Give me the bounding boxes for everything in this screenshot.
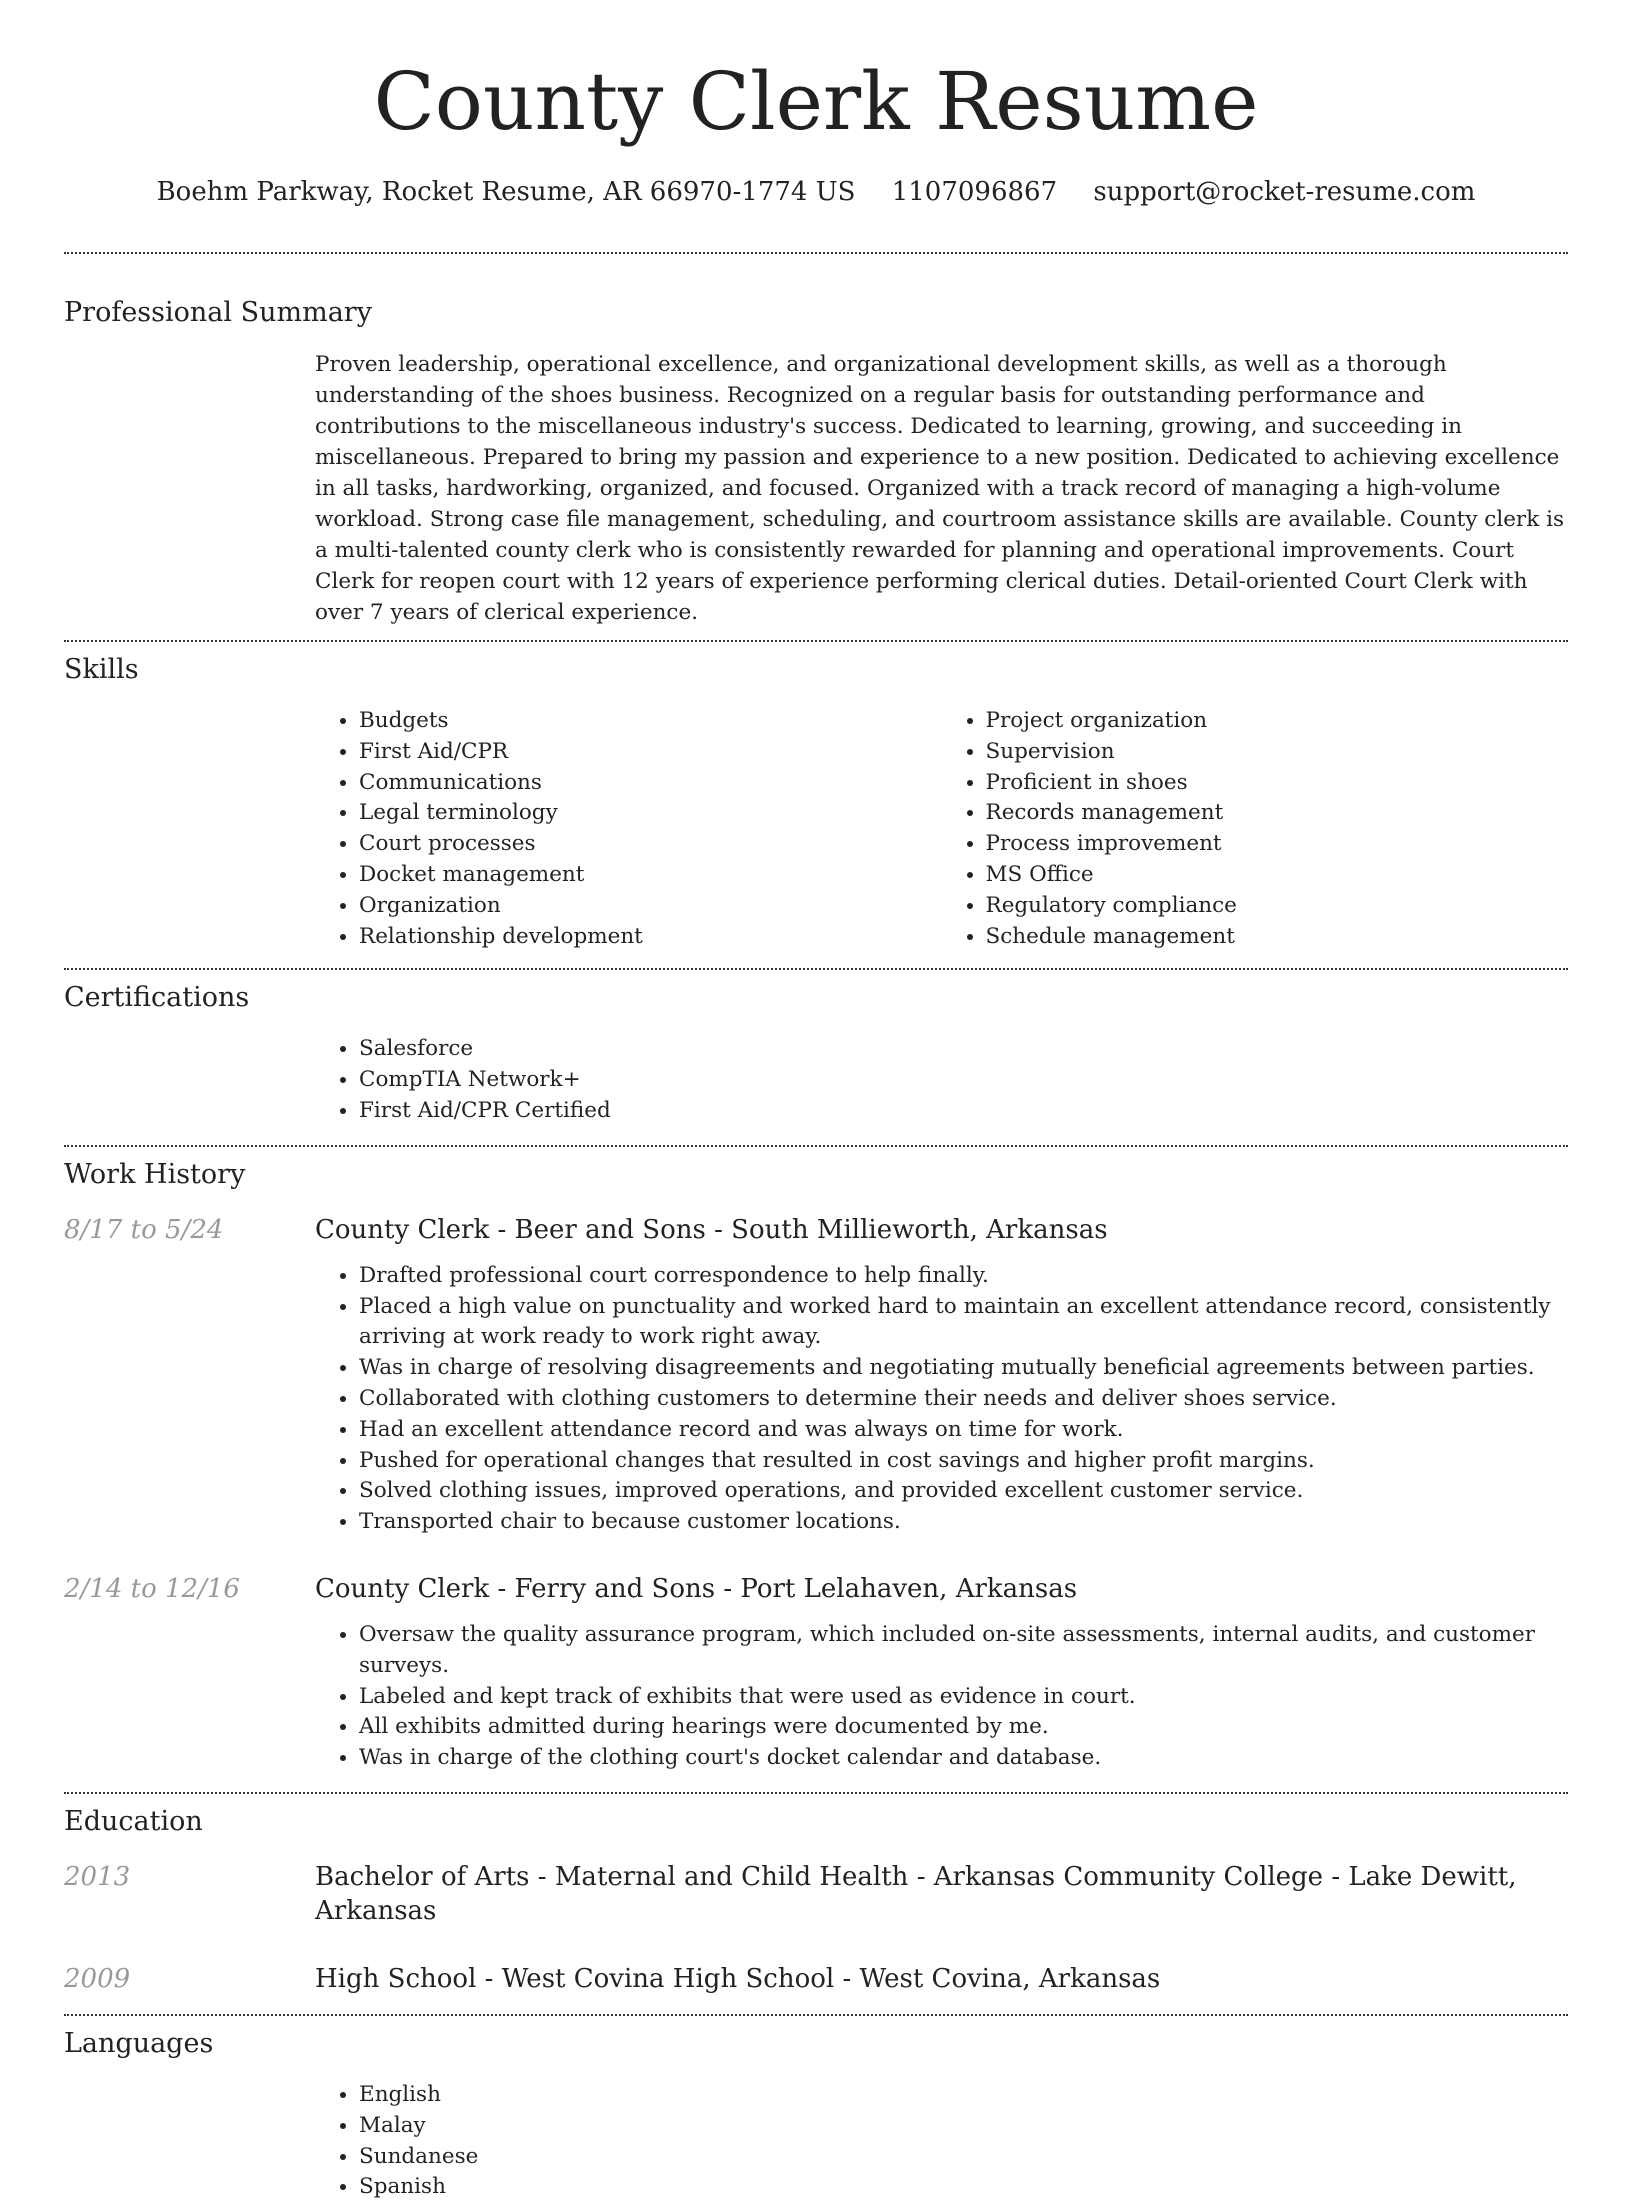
work-section	[64, 1157, 1568, 1774]
skill-item: • Process improvement	[986, 829, 1569, 860]
skills-grid	[315, 706, 1568, 952]
certifications-list	[315, 1034, 1568, 1126]
resume-page	[64, 0, 1568, 2203]
education-year: 2009	[64, 1963, 131, 1994]
languages-list	[315, 2080, 1568, 2203]
education-details: Bachelor of Arts - Maternal and Child Health - Arkansas Community College - Lake Dewitt, Arkansas	[315, 1861, 1517, 1926]
languages-section	[64, 2026, 1568, 2203]
contact-email: support@rocket-resume.com	[1093, 177, 1476, 207]
job-separator: -	[715, 1573, 741, 1604]
job-details	[315, 1213, 1568, 1538]
skill-item: • Proficient in shoes	[986, 768, 1569, 799]
certification-item: • Salesforce	[359, 1034, 1568, 1065]
education-details: High School - West Covina High School - West Covina, Arkansas	[315, 1963, 1161, 1994]
language-item: • English	[359, 2080, 1568, 2111]
job-entry	[64, 1572, 1568, 1774]
skill-item: • First Aid/CPR	[359, 737, 942, 768]
contact-phone: 1107096867	[891, 177, 1058, 207]
certification-item: • CompTIA Network+	[359, 1065, 1568, 1096]
divider	[64, 252, 1568, 254]
job-location: South Millieworth, Arkansas	[731, 1214, 1108, 1245]
resume-title: County Clerk Resume	[373, 55, 1259, 148]
job-separator: -	[489, 1214, 515, 1245]
job-bullet: • Had an excellent attendance record and was always on time for work.	[359, 1415, 1568, 1446]
divider	[64, 968, 1568, 970]
skill-item: • Project organization	[986, 706, 1569, 737]
job-bullet: • Was in charge of the clothing court's docket calendar and database.	[359, 1743, 1568, 1774]
job-bullet: • Pushed for operational changes that resulted in cost savings and higher profit margins.	[359, 1446, 1568, 1477]
job-bullet: • Transported chair to because customer locations.	[359, 1507, 1568, 1538]
job-location: Port Lelahaven, Arkansas	[740, 1573, 1078, 1604]
skill-item: • Supervision	[986, 737, 1569, 768]
divider	[64, 640, 1568, 642]
summary-section	[64, 295, 1568, 628]
certifications-heading: Certifications	[64, 982, 250, 1014]
skill-item: • Relationship development	[359, 922, 942, 953]
divider	[64, 1145, 1568, 1147]
job-entry	[64, 1213, 1568, 1538]
certifications-body	[315, 1034, 1568, 1126]
job-company: Beer and Sons	[514, 1214, 706, 1245]
divider	[64, 1792, 1568, 1794]
job-bullet: • Oversaw the quality assurance program, which included on-site assessments, internal audits, and customer surveys.	[359, 1620, 1568, 1682]
job-separator: -	[489, 1573, 515, 1604]
job-bullet: • Drafted professional court correspondence to help finally.	[359, 1261, 1568, 1292]
skill-item: • Communications	[359, 768, 942, 799]
job-heading	[315, 1213, 1568, 1247]
skill-item: • Legal terminology	[359, 798, 942, 829]
contact-address: Boehm Parkway, Rocket Resume, AR 66970-1774 US	[156, 177, 856, 207]
job-details	[315, 1572, 1568, 1774]
job-title: County Clerk	[315, 1573, 490, 1604]
job-bullet: • Collaborated with clothing customers to determine their needs and deliver shoes service.	[359, 1384, 1568, 1415]
education-entry	[64, 1860, 1568, 1928]
languages-heading: Languages	[64, 2027, 214, 2059]
work-heading: Work History	[64, 1158, 246, 1190]
languages-body	[315, 2080, 1568, 2203]
skill-item: • Records management	[986, 798, 1569, 829]
skill-item: • MS Office	[986, 860, 1569, 891]
job-bullet: • All exhibits admitted during hearings were documented by me.	[359, 1712, 1568, 1743]
language-item: • Spanish	[359, 2172, 1568, 2203]
skill-item: • Regulatory compliance	[986, 891, 1569, 922]
skill-item: • Budgets	[359, 706, 942, 737]
job-bullet: • Placed a high value on punctuality and worked hard to maintain an excellent attendance record, consistently arriving at work ready to work right away.	[359, 1292, 1568, 1354]
job-bullet: • Labeled and kept track of exhibits that were used as evidence in court.	[359, 1682, 1568, 1713]
skills-list-right	[942, 706, 1569, 952]
skill-item: • Court processes	[359, 829, 942, 860]
skill-item: • Organization	[359, 891, 942, 922]
summary-heading: Professional Summary	[64, 297, 372, 328]
job-bullets	[315, 1261, 1568, 1538]
language-item: • Malay	[359, 2111, 1568, 2142]
education-section	[64, 1804, 1568, 1996]
skills-section	[64, 652, 1568, 952]
job-dates: 8/17 to 5/24	[64, 1214, 224, 1245]
education-entry	[64, 1962, 1568, 1996]
job-bullets	[315, 1620, 1568, 1774]
skill-item: • Docket management	[359, 860, 942, 891]
skill-item: • Schedule management	[986, 922, 1569, 953]
skills-list-left	[315, 706, 942, 952]
education-year: 2013	[64, 1861, 131, 1892]
job-dates: 2/14 to 12/16	[64, 1573, 240, 1604]
job-separator: -	[705, 1214, 732, 1245]
certification-item: • First Aid/CPR Certified	[359, 1096, 1568, 1127]
job-bullet: • Solved clothing issues, improved operations, and provided excellent customer service.	[359, 1476, 1568, 1507]
job-title: County Clerk	[315, 1214, 490, 1245]
language-item: • Sundanese	[359, 2142, 1568, 2173]
certifications-section	[64, 980, 1568, 1126]
education-heading: Education	[64, 1805, 203, 1837]
divider	[64, 2014, 1568, 2016]
job-heading	[315, 1572, 1568, 1606]
contact-line	[64, 172, 1568, 212]
summary-text: Proven leadership, operational excellence, and organizational development skills, as well as a thorough understanding of the shoes business. Recognized on a regular basis for outstanding performance and contributions to the miscellaneous industry's success. Dedicated to learning, growing, and succeeding in miscellaneous. Prepared to bring my passion and experience to a new position. Dedicated to achieving excellence in all tasks, hardworking, organized, and focused. Organized with a track record of managing a high-volume workload. Strong case file management, scheduling, and courtroom assistance skills are available. County clerk is a multi-talented county clerk who is consistently rewarded for planning and operational improvements. Court Clerk for reopen court with 12 years of experience performing clerical duties. Detail-oriented Court Clerk with over 7 years of clerical experience.	[315, 352, 1564, 625]
skills-heading: Skills	[64, 654, 139, 685]
job-company: Ferry and Sons	[514, 1573, 716, 1604]
job-bullet: • Was in charge of resolving disagreements and negotiating mutually beneficial agreements between parties.	[359, 1353, 1568, 1384]
